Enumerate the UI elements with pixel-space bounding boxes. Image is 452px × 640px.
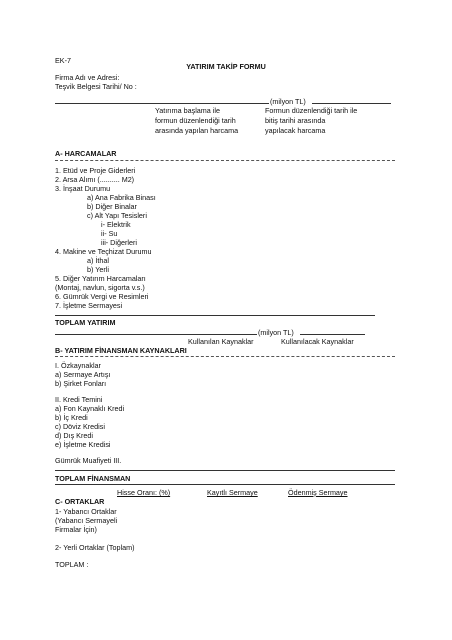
total-financing-rule — [55, 470, 395, 471]
share-ratio-header: Hisse Oranı: (%) — [117, 488, 171, 497]
expense-item-main-building: a) Ana Fabrika Binası — [87, 193, 156, 202]
section-b-divider — [55, 356, 395, 357]
partner-item-foreign-note-2: Firmalar İçin) — [55, 525, 97, 534]
form-title: YATIRIM TAKİP FORMU — [186, 62, 266, 71]
header-rule-left — [55, 103, 269, 104]
finance-item-capital-increase: a) Sermaye Artışı — [55, 370, 111, 379]
expense-item-domestic: b) Yerli — [87, 265, 109, 274]
total-investment-label: TOPLAM YATIRIM — [55, 318, 116, 327]
partner-item-domestic: 2- Yerli Ortaklar (Toplam) — [55, 543, 135, 552]
finance-item-fund-credit: a) Fon Kaynaklı Kredi — [55, 404, 125, 413]
finance-item-domestic-credit: b) İç Kredi — [55, 413, 88, 422]
section-b-rule-left — [55, 334, 257, 335]
expense-item-electricity: i- Elektrik — [101, 220, 131, 229]
finance-item-company-funds: b) Şirket Fonları — [55, 379, 107, 388]
sources-to-use-header: Kullanılacak Kaynaklar — [281, 337, 354, 346]
column-header-planned-3: yapılacak harcama — [265, 126, 326, 135]
partner-item-foreign: 1- Yabancı Ortaklar — [55, 507, 117, 516]
section-c-heading: C- ORTAKLAR — [55, 497, 105, 506]
section-b-rule-right — [300, 334, 365, 335]
total-financing-label: TOPLAM FİNANSMAN — [55, 474, 131, 483]
column-header-spent-1: Yatırıma başlama ile — [155, 106, 220, 115]
finance-item-fx-credit: c) Döviz Kredisi — [55, 422, 105, 431]
form-reference: EK-7 — [55, 56, 71, 65]
finance-item-customs-exemption: Gümrük Muafiyeti III. — [55, 456, 122, 465]
currency-unit-label: (milyon TL) — [270, 97, 306, 106]
finance-item-equity: I. Özkaynaklar — [55, 361, 101, 370]
expense-item-other-investment-note: (Montaj, navlun, sigorta v.s.) — [55, 283, 145, 292]
firm-name-address-label: Firma Adı ve Adresi: — [55, 73, 120, 82]
registered-capital-header: Kayıtlı Sermaye — [207, 488, 258, 497]
section-b-unit-label: (milyon TL) — [258, 328, 294, 337]
finance-item-credit: II. Kredi Temini — [55, 395, 103, 404]
expense-item-machinery: 4. Makine ve Teçhizat Durumu — [55, 247, 152, 256]
expense-item-infrastructure: c) Alt Yapı Tesisleri — [87, 211, 147, 220]
sources-used-header: Kullanılan Kaynaklar — [188, 337, 254, 346]
expense-item-imported: a) İthal — [87, 256, 109, 265]
paid-capital-header: Ödenmiş Sermaye — [288, 488, 348, 497]
expense-item-customs: 6. Gümrük Vergi ve Resimleri — [55, 292, 149, 301]
partners-total-label: TOPLAM : — [55, 560, 89, 569]
total-investment-rule — [55, 315, 375, 316]
section-a-heading: A- HARCAMALAR — [55, 149, 117, 158]
finance-item-operating-credit: e) İşletme Kredisi — [55, 440, 111, 449]
incentive-certificate-label: Teşvik Belgesi Tarihi/ No : — [55, 82, 137, 91]
finance-item-foreign-credit: d) Dış Kredi — [55, 431, 93, 440]
column-header-spent-2: formun düzenlendiği tarih — [155, 116, 236, 125]
expense-item-other-investment: 5. Diğer Yatırım Harcamaları — [55, 274, 146, 283]
expense-item-other-infra: iii- Diğerleri — [101, 238, 137, 247]
expense-item-working-capital: 7. İşletme Sermayesi — [55, 301, 123, 310]
expense-item-other-buildings: b) Diğer Binalar — [87, 202, 137, 211]
expense-item-construction: 3. İnşaat Durumu — [55, 184, 111, 193]
header-rule-right — [312, 103, 391, 104]
expense-item-water: ii- Su — [101, 229, 118, 238]
expense-item-land: 2. Arsa Alımı (.......... M2) — [55, 175, 135, 184]
section-a-divider — [55, 160, 395, 161]
column-header-planned-1: Formun düzenlendiği tarih ile — [265, 106, 358, 115]
partner-item-foreign-note-1: (Yabancı Sermayeli — [55, 516, 118, 525]
total-financing-underline — [55, 484, 395, 485]
column-header-planned-2: bitiş tarihi arasında — [265, 116, 326, 125]
column-header-spent-3: arasında yapılan harcama — [155, 126, 239, 135]
section-b-heading: B- YATIRIM FİNANSMAN KAYNAKLARI — [55, 346, 187, 355]
expense-item-study-project: 1. Etüd ve Proje Giderleri — [55, 166, 136, 175]
